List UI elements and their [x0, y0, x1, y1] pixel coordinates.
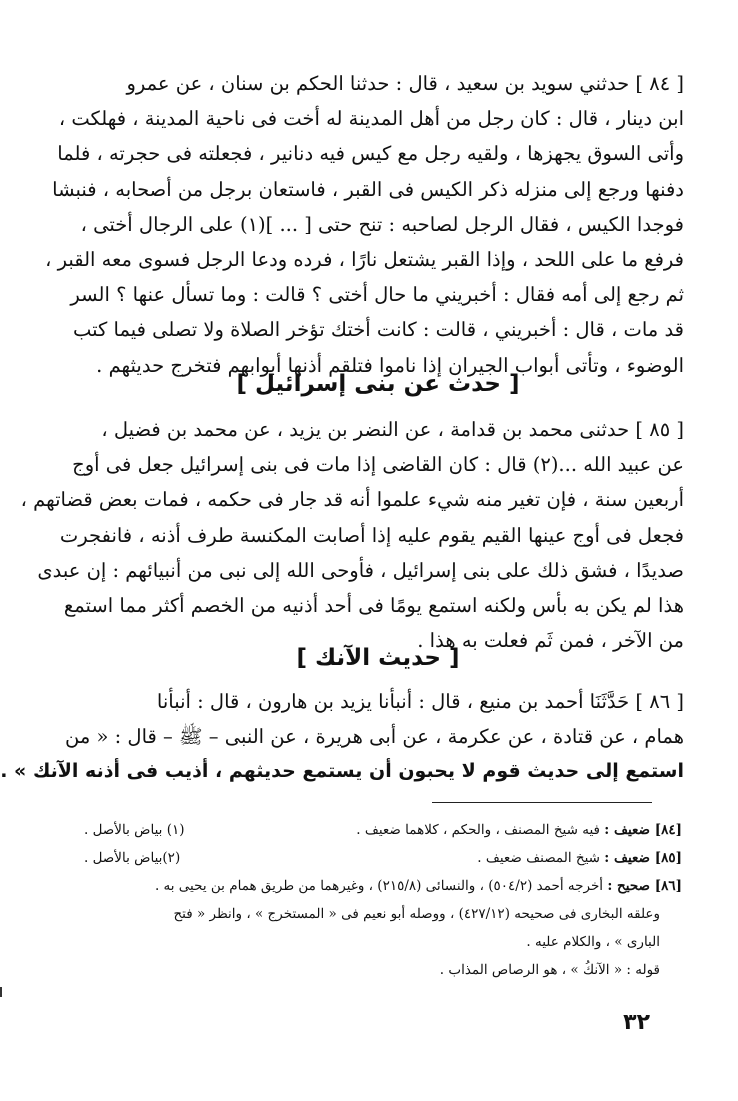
- footnote-text: أخرجه أحمد (٥٠٤/٢) ، والنسائى (٢١٥/٨) ، وغيرهما من طريق همام بن يحيى به .: [154, 878, 604, 894]
- text-line: فوجدا الكيس ، فقال الرجل لصاحبه : تنح حتى [ ... ](١) على الرجال أختى ،: [80, 212, 684, 236]
- footnotes: [60, 816, 682, 984]
- text-line: ثم رجع إلى أمه فقال : أخبريني ما حال أختى ؟ قالت : وما تسأل عنها ؟ السر: [70, 283, 684, 307]
- footnote-86-continued: وعلقه البخارى فى صحيحه (٤٢٧/١٢) ، ووصله أبو نعيم فى « المستخرج » ، وانظر « فتح: [173, 906, 660, 922]
- footnote-text: فيه شيخ المصنف ، والحكم ، كلاهما ضعيف .: [356, 822, 600, 838]
- scan-edge-mark: [0, 987, 2, 997]
- section-heading-bani-israel: [ حدث عن بنى إسرائيل ]: [236, 371, 520, 397]
- hadith-85-paragraph: [20, 412, 684, 658]
- footnote-86: [60, 872, 682, 900]
- hadith-86-paragraph: [0, 684, 684, 790]
- text-line: من الآخر ، فمن ثَم فعلت به هذا .: [417, 629, 684, 653]
- text-line: عن عبيد الله ...(٢) قال : كان القاضى إذا مات فى بنى إسرائيل جعل فى أوج: [72, 453, 684, 477]
- text-line: فرفع ما على اللحد ، وإذا القبر يشتعل نارًا ، فرده ودعا الرجل فسوى معه القبر ،: [45, 247, 684, 271]
- footnote-84: [60, 816, 682, 844]
- text-line: فجعل فى أوج عينها القيم يقوم عليه إذا أصابت المكنسة طرف أذنه ، فانفجرت: [59, 523, 684, 547]
- text-line: الوضوء ، وتأتى أبواب الجيران إذا ناموا فتلقم أذنها أبوابهم فتخرج حديثهم .: [96, 353, 684, 377]
- section-heading-anuk: [ حديث الآنك ]: [296, 645, 460, 671]
- footnote-note-1: (١) بياض بالأصل .: [84, 822, 185, 838]
- footnote-85: [60, 844, 682, 872]
- footnote-note-2: (٢)بياض بالأصل .: [84, 850, 181, 866]
- text-line: أربعين سنة ، فإن تغير منه شيء علموا أنه قد جار فى حكمه ، فمات بعض قضاتهم ،: [20, 488, 684, 512]
- text-line: [ ٨٤ ] حدثني سويد بن سعيد ، قال : حدثنا الحكم بن سنان ، عن عمرو: [126, 72, 684, 95]
- text-line: همام ، عن قتادة ، عن عكرمة ، عن أبى هريرة ، عن النبى – ﷺ – قال : « من: [65, 725, 684, 749]
- hadith-84-paragraph: [45, 66, 684, 383]
- footnote-86-continued: البارى » ، والكلام عليه .: [526, 934, 660, 950]
- footnote-86-gloss: قوله : « الآنكُ » ، هو الرصاص المذاب .: [439, 962, 660, 978]
- text-line: قد مات ، قال : أخبريني ، قالت : كانت أختك تؤخر الصلاة ولا تصلى فيما كتب: [72, 318, 684, 342]
- page-number: ٣٢: [623, 1010, 650, 1035]
- footnote-divider: [432, 802, 652, 803]
- text-line: [ ٨٦ ] حَدَّثَنَا أحمد بن منيع ، قال : أنبأنا يزيد بن هارون ، قال : أنبأنا: [156, 690, 684, 713]
- text-line: ابن دينار ، قال : كان رجل من أهل المدينة له أخت فى ناحية المدينة ، فهلكت ،: [58, 107, 684, 131]
- footnote-text: شيخ المصنف ضعيف .: [477, 850, 600, 866]
- footnote-grade: [٨٥] ضعيف :: [604, 850, 682, 866]
- footnote-grade: [٨٦] صحيح :: [607, 878, 682, 894]
- text-line: وأتى السوق يجهزها ، ولقيه رجل مع كيس فيه دنانير ، فجعلته فى حجرته ، فلما: [57, 142, 684, 166]
- hadith-text-bold: استمع إلى حديث قوم لا يحبون أن يستمع حديثهم ، أذيب فى أذنه الآنك » .: [0, 760, 684, 783]
- text-line: هذا لم يكن به بأس ولكنه استمع يومًا فى أحد أذنيه من الخصم أكثر مما استمع: [63, 593, 684, 617]
- text-line: دفنها ورجع إلى منزله ذكر الكيس فى القبر ، فاستعان برجل من أصحابه ، فنبشا: [52, 177, 684, 201]
- text-line: [ ٨٥ ] حدثنى محمد بن قدامة ، عن النضر بن يزيد ، عن محمد بن فضيل ،: [101, 418, 684, 441]
- text-line: صديدًا ، فشق ذلك على بنى إسرائيل ، فأوحى الله إلى نبى من أنبيائهم : إن عبدى: [37, 558, 684, 582]
- footnote-grade: [٨٤] ضعيف :: [604, 822, 682, 838]
